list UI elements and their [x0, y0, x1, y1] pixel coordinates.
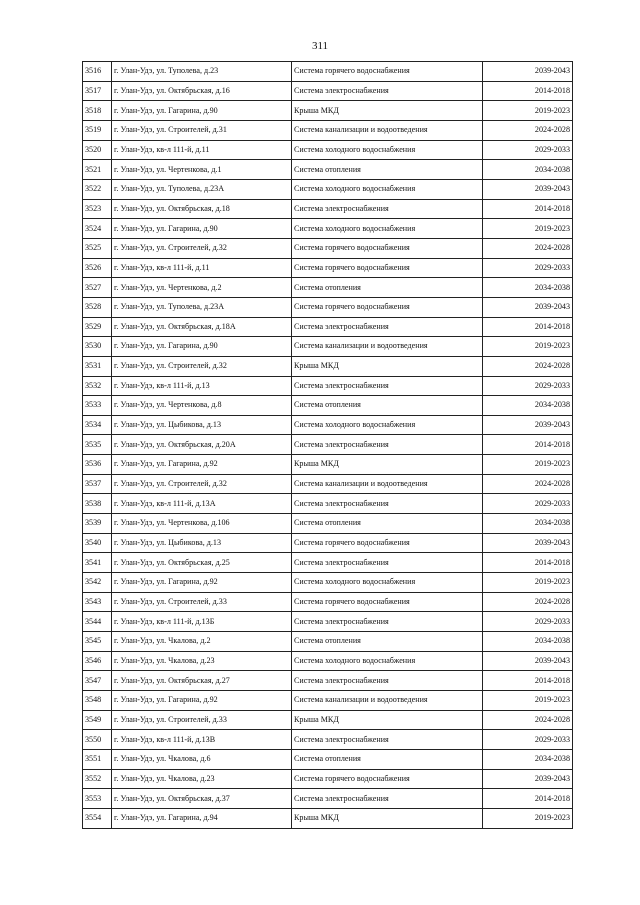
- system-cell: Крыша МКД: [292, 808, 483, 828]
- table-row: [83, 730, 573, 750]
- table-row: [83, 494, 573, 514]
- row-number-cell: 3529: [83, 317, 112, 337]
- table-row: [83, 101, 573, 121]
- row-number-cell: 3530: [83, 337, 112, 357]
- row-number-cell: 3532: [83, 376, 112, 396]
- system-cell: Система холодного водоснабжения: [292, 219, 483, 239]
- table-row: [83, 337, 573, 357]
- table-row: [83, 62, 573, 82]
- period-cell: 2014-2018: [483, 81, 573, 101]
- period-cell: 2039-2043: [483, 533, 573, 553]
- period-cell: 2019-2023: [483, 455, 573, 475]
- table-row: [83, 435, 573, 455]
- system-cell: Система горячего водоснабжения: [292, 297, 483, 317]
- table-row: [83, 592, 573, 612]
- system-cell: Система электроснабжения: [292, 612, 483, 632]
- row-number-cell: 3524: [83, 219, 112, 239]
- system-cell: Система канализации и водоотведения: [292, 691, 483, 711]
- system-cell: Система отопления: [292, 278, 483, 298]
- system-cell: Система электроснабжения: [292, 730, 483, 750]
- table-row: [83, 81, 573, 101]
- row-number-cell: 3520: [83, 140, 112, 160]
- row-number-cell: 3519: [83, 120, 112, 140]
- period-cell: 2039-2043: [483, 297, 573, 317]
- address-cell: г. Улан-Удэ, ул. Гагарина, д.92: [112, 455, 292, 475]
- address-cell: г. Улан-Удэ, ул. Гагарина, д.92: [112, 573, 292, 593]
- row-number-cell: 3518: [83, 101, 112, 121]
- table-row: [83, 651, 573, 671]
- period-cell: 2034-2038: [483, 160, 573, 180]
- row-number-cell: 3537: [83, 474, 112, 494]
- address-cell: г. Улан-Удэ, ул. Чкалова, д.6: [112, 749, 292, 769]
- table-row: [83, 455, 573, 475]
- row-number-cell: 3536: [83, 455, 112, 475]
- period-cell: 2029-2033: [483, 730, 573, 750]
- table-row: [83, 238, 573, 258]
- period-cell: 2039-2043: [483, 179, 573, 199]
- table-row: [83, 514, 573, 534]
- table-row: [83, 671, 573, 691]
- system-cell: Система канализации и водоотведения: [292, 474, 483, 494]
- table-row: [83, 415, 573, 435]
- period-cell: 2039-2043: [483, 62, 573, 82]
- address-cell: г. Улан-Удэ, кв-л 111-й, д.13Б: [112, 612, 292, 632]
- table-body: [83, 62, 573, 829]
- period-cell: 2014-2018: [483, 199, 573, 219]
- table-row: [83, 376, 573, 396]
- system-cell: Система холодного водоснабжения: [292, 573, 483, 593]
- row-number-cell: 3525: [83, 238, 112, 258]
- address-cell: г. Улан-Удэ, ул. Туполева, д.23: [112, 62, 292, 82]
- period-cell: 2034-2038: [483, 396, 573, 416]
- system-cell: Система электроснабжения: [292, 789, 483, 809]
- system-cell: Система горячего водоснабжения: [292, 592, 483, 612]
- table-row: [83, 258, 573, 278]
- address-cell: г. Улан-Удэ, ул. Октябрьская, д.18: [112, 199, 292, 219]
- row-number-cell: 3540: [83, 533, 112, 553]
- table-row: [83, 356, 573, 376]
- system-cell: Система холодного водоснабжения: [292, 415, 483, 435]
- period-cell: 2019-2023: [483, 337, 573, 357]
- row-number-cell: 3539: [83, 514, 112, 534]
- period-cell: 2014-2018: [483, 671, 573, 691]
- table-row: [83, 691, 573, 711]
- row-number-cell: 3548: [83, 691, 112, 711]
- period-cell: 2024-2028: [483, 710, 573, 730]
- row-number-cell: 3552: [83, 769, 112, 789]
- table-row: [83, 140, 573, 160]
- address-cell: г. Улан-Удэ, ул. Октябрьская, д.16: [112, 81, 292, 101]
- period-cell: 2024-2028: [483, 120, 573, 140]
- address-cell: г. Улан-Удэ, ул. Строителей, д.32: [112, 238, 292, 258]
- address-cell: г. Улан-Удэ, ул. Гагарина, д.92: [112, 691, 292, 711]
- system-cell: Система электроснабжения: [292, 376, 483, 396]
- row-number-cell: 3526: [83, 258, 112, 278]
- table-row: [83, 120, 573, 140]
- address-cell: г. Улан-Удэ, ул. Строителей, д.32: [112, 356, 292, 376]
- system-cell: Система горячего водоснабжения: [292, 533, 483, 553]
- system-cell: Система отопления: [292, 632, 483, 652]
- period-cell: 2039-2043: [483, 415, 573, 435]
- period-cell: 2014-2018: [483, 789, 573, 809]
- period-cell: 2019-2023: [483, 101, 573, 121]
- address-cell: г. Улан-Удэ, ул. Гагарина, д.90: [112, 337, 292, 357]
- address-cell: г. Улан-Удэ, ул. Чертенкова, д.1: [112, 160, 292, 180]
- table-row: [83, 219, 573, 239]
- table-row: [83, 710, 573, 730]
- system-cell: Крыша МКД: [292, 455, 483, 475]
- row-number-cell: 3517: [83, 81, 112, 101]
- row-number-cell: 3527: [83, 278, 112, 298]
- row-number-cell: 3516: [83, 62, 112, 82]
- period-cell: 2014-2018: [483, 435, 573, 455]
- period-cell: 2019-2023: [483, 691, 573, 711]
- table-row: [83, 317, 573, 337]
- address-cell: г. Улан-Удэ, ул. Октябрьская, д.25: [112, 553, 292, 573]
- row-number-cell: 3533: [83, 396, 112, 416]
- address-cell: г. Улан-Удэ, ул. Октябрьская, д.18А: [112, 317, 292, 337]
- address-cell: г. Улан-Удэ, кв-л 111-й, д.13А: [112, 494, 292, 514]
- table-row: [83, 808, 573, 828]
- system-cell: Система электроснабжения: [292, 199, 483, 219]
- row-number-cell: 3523: [83, 199, 112, 219]
- table-row: [83, 573, 573, 593]
- period-cell: 2034-2038: [483, 278, 573, 298]
- table-row: [83, 474, 573, 494]
- address-cell: г. Улан-Удэ, ул. Чкалова, д.23: [112, 651, 292, 671]
- table-row: [83, 533, 573, 553]
- row-number-cell: 3535: [83, 435, 112, 455]
- row-number-cell: 3553: [83, 789, 112, 809]
- address-cell: г. Улан-Удэ, ул. Цыбикова, д.13: [112, 415, 292, 435]
- row-number-cell: 3521: [83, 160, 112, 180]
- table-row: [83, 160, 573, 180]
- address-cell: г. Улан-Удэ, ул. Октябрьская, д.37: [112, 789, 292, 809]
- address-cell: г. Улан-Удэ, ул. Чкалова, д.2: [112, 632, 292, 652]
- system-cell: Крыша МКД: [292, 710, 483, 730]
- row-number-cell: 3551: [83, 749, 112, 769]
- table-row: [83, 769, 573, 789]
- period-cell: 2024-2028: [483, 238, 573, 258]
- system-cell: Система отопления: [292, 514, 483, 534]
- period-cell: 2029-2033: [483, 258, 573, 278]
- system-cell: Система холодного водоснабжения: [292, 140, 483, 160]
- period-cell: 2034-2038: [483, 749, 573, 769]
- period-cell: 2019-2023: [483, 573, 573, 593]
- table-row: [83, 297, 573, 317]
- table-row: [83, 396, 573, 416]
- address-cell: г. Улан-Удэ, кв-л 111-й, д.11: [112, 258, 292, 278]
- system-cell: Система горячего водоснабжения: [292, 238, 483, 258]
- period-cell: 2029-2033: [483, 612, 573, 632]
- row-number-cell: 3543: [83, 592, 112, 612]
- system-cell: Система отопления: [292, 749, 483, 769]
- system-cell: Система холодного водоснабжения: [292, 179, 483, 199]
- repair-schedule-table: [82, 61, 573, 829]
- row-number-cell: 3528: [83, 297, 112, 317]
- table-row: [83, 199, 573, 219]
- period-cell: 2019-2023: [483, 808, 573, 828]
- address-cell: г. Улан-Удэ, ул. Туполева, д.23А: [112, 297, 292, 317]
- system-cell: Система электроснабжения: [292, 494, 483, 514]
- period-cell: 2034-2038: [483, 632, 573, 652]
- address-cell: г. Улан-Удэ, ул. Чертенкова, д.106: [112, 514, 292, 534]
- row-number-cell: 3545: [83, 632, 112, 652]
- address-cell: г. Улан-Удэ, ул. Строителей, д.33: [112, 592, 292, 612]
- row-number-cell: 3547: [83, 671, 112, 691]
- address-cell: г. Улан-Удэ, ул. Гагарина, д.90: [112, 219, 292, 239]
- system-cell: Система электроснабжения: [292, 553, 483, 573]
- row-number-cell: 3546: [83, 651, 112, 671]
- period-cell: 2024-2028: [483, 592, 573, 612]
- system-cell: Система горячего водоснабжения: [292, 62, 483, 82]
- address-cell: г. Улан-Удэ, ул. Чкалова, д.23: [112, 769, 292, 789]
- address-cell: г. Улан-Удэ, кв-л 111-й, д.13В: [112, 730, 292, 750]
- row-number-cell: 3531: [83, 356, 112, 376]
- system-cell: Система горячего водоснабжения: [292, 258, 483, 278]
- row-number-cell: 3541: [83, 553, 112, 573]
- row-number-cell: 3534: [83, 415, 112, 435]
- address-cell: г. Улан-Удэ, кв-л 111-й, д.11: [112, 140, 292, 160]
- period-cell: 2024-2028: [483, 356, 573, 376]
- table-row: [83, 278, 573, 298]
- table-row: [83, 749, 573, 769]
- table-row: [83, 179, 573, 199]
- period-cell: 2039-2043: [483, 769, 573, 789]
- address-cell: г. Улан-Удэ, ул. Чертенкова, д.8: [112, 396, 292, 416]
- address-cell: г. Улан-Удэ, ул. Туполева, д.23А: [112, 179, 292, 199]
- period-cell: 2024-2028: [483, 474, 573, 494]
- address-cell: г. Улан-Удэ, кв-л 111-й, д.13: [112, 376, 292, 396]
- table-row: [83, 789, 573, 809]
- address-cell: г. Улан-Удэ, ул. Строителей, д.32: [112, 474, 292, 494]
- period-cell: 2019-2023: [483, 219, 573, 239]
- row-number-cell: 3544: [83, 612, 112, 632]
- period-cell: 2029-2033: [483, 376, 573, 396]
- system-cell: Система канализации и водоотведения: [292, 337, 483, 357]
- address-cell: г. Улан-Удэ, ул. Октябрьская, д.20А: [112, 435, 292, 455]
- system-cell: Система электроснабжения: [292, 435, 483, 455]
- row-number-cell: 3542: [83, 573, 112, 593]
- system-cell: Крыша МКД: [292, 356, 483, 376]
- system-cell: Система электроснабжения: [292, 81, 483, 101]
- address-cell: г. Улан-Удэ, ул. Цыбикова, д.13: [112, 533, 292, 553]
- period-cell: 2039-2043: [483, 651, 573, 671]
- system-cell: Система отопления: [292, 396, 483, 416]
- period-cell: 2029-2033: [483, 140, 573, 160]
- address-cell: г. Улан-Удэ, ул. Чертенкова, д.2: [112, 278, 292, 298]
- period-cell: 2014-2018: [483, 317, 573, 337]
- system-cell: Система отопления: [292, 160, 483, 180]
- address-cell: г. Улан-Удэ, ул. Октябрьская, д.27: [112, 671, 292, 691]
- address-cell: г. Улан-Удэ, ул. Строителей, д.33: [112, 710, 292, 730]
- address-cell: г. Улан-Удэ, ул. Гагарина, д.90: [112, 101, 292, 121]
- row-number-cell: 3549: [83, 710, 112, 730]
- page-number: 311: [311, 40, 329, 52]
- system-cell: Крыша МКД: [292, 101, 483, 121]
- system-cell: Система электроснабжения: [292, 317, 483, 337]
- row-number-cell: 3554: [83, 808, 112, 828]
- system-cell: Система канализации и водоотведения: [292, 120, 483, 140]
- address-cell: г. Улан-Удэ, ул. Строителей, д.31: [112, 120, 292, 140]
- address-cell: г. Улан-Удэ, ул. Гагарина, д.94: [112, 808, 292, 828]
- period-cell: 2014-2018: [483, 553, 573, 573]
- period-cell: 2034-2038: [483, 514, 573, 534]
- row-number-cell: 3522: [83, 179, 112, 199]
- table-row: [83, 553, 573, 573]
- system-cell: Система холодного водоснабжения: [292, 651, 483, 671]
- table-row: [83, 632, 573, 652]
- system-cell: Система горячего водоснабжения: [292, 769, 483, 789]
- row-number-cell: 3538: [83, 494, 112, 514]
- table-row: [83, 612, 573, 632]
- system-cell: Система электроснабжения: [292, 671, 483, 691]
- period-cell: 2029-2033: [483, 494, 573, 514]
- row-number-cell: 3550: [83, 730, 112, 750]
